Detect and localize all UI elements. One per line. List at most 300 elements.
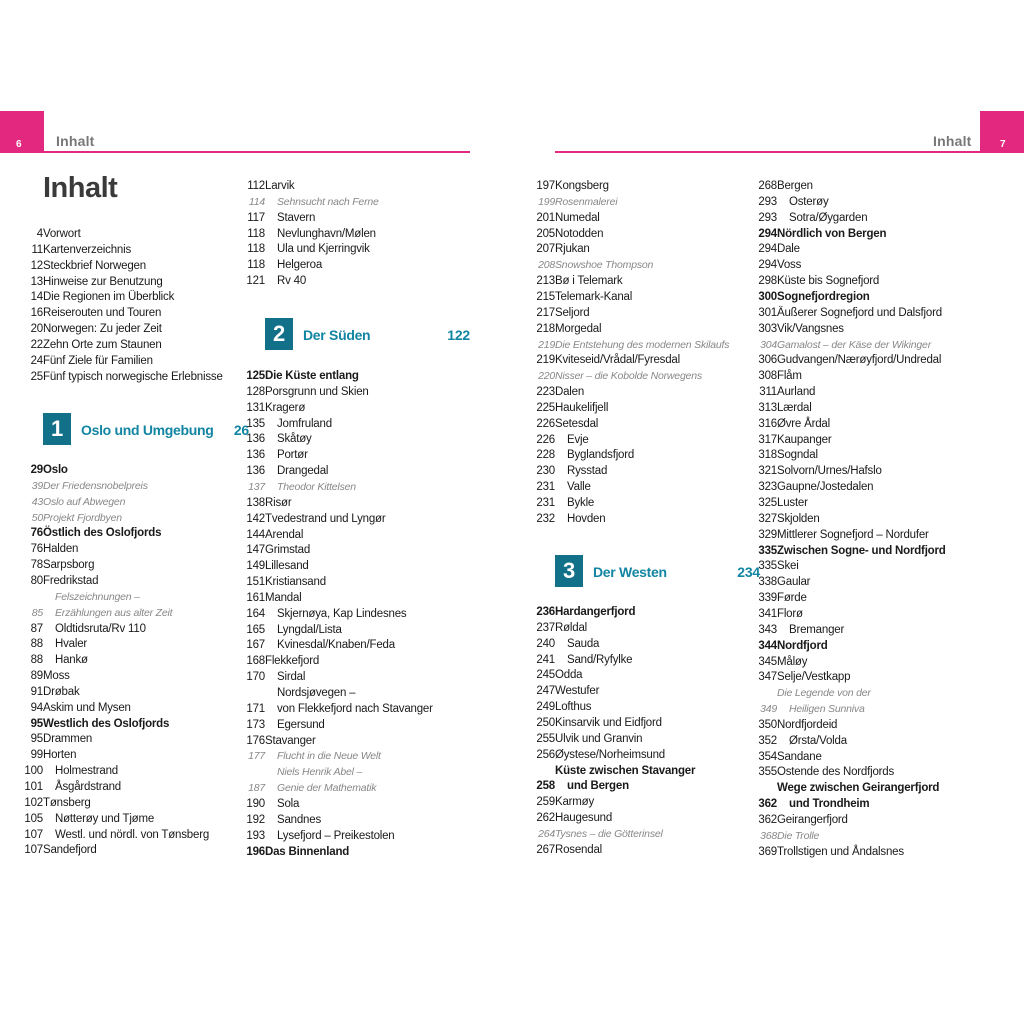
toc-entry-title: Røldal: [555, 621, 588, 634]
toc-entry-title: Oslo: [43, 464, 68, 476]
toc-entry-page: 338: [758, 576, 777, 589]
toc-entry-title: Sand/Ryfylke: [567, 653, 633, 666]
toc-entry-title: Karmøy: [555, 796, 595, 809]
toc-entry-page: 24: [30, 354, 43, 367]
toc-entry-page: 16: [30, 307, 43, 320]
toc-entry-title: Hvaler: [55, 638, 88, 651]
toc-entry-title: Rosenmalerei: [555, 195, 618, 208]
toc-entry-title: Küste zwischen Stavanger: [555, 764, 696, 777]
toc-entry-title: Egersund: [277, 718, 325, 731]
toc-entry-page: 138: [246, 496, 265, 509]
toc-entry-page: 259: [536, 796, 555, 809]
toc-entry-page: 88: [30, 654, 43, 667]
toc-entry-page: 107: [24, 828, 43, 841]
toc-entry-page: 223: [536, 386, 555, 399]
toc-entry-title: Sehnsucht nach Ferne: [277, 195, 379, 208]
toc-entry-page: 147: [246, 544, 265, 557]
toc-entry-title: Zehn Orte zum Staunen: [43, 338, 162, 351]
toc-entry-title: Steckbrief Norwegen: [43, 259, 146, 272]
chapter-page: 234: [737, 564, 760, 580]
toc-entry-page: 118: [247, 243, 265, 256]
toc-entry-page: 11: [31, 243, 43, 256]
toc-entry-title: Theodor Kittelsen: [277, 480, 356, 493]
toc-entry-title: Heiligen Sunniva: [789, 703, 865, 716]
toc-entry-title: Ulvik und Granvin: [555, 732, 643, 745]
toc-entry-title: Halden: [43, 543, 79, 556]
toc-entry-title: Åsgårdstrand: [55, 781, 121, 793]
toc-entry-title: Oldtidsruta/Rv 110: [55, 622, 146, 635]
toc-entry-title: Hovden: [567, 512, 606, 525]
toc-entry-page: 293: [758, 195, 777, 208]
toc-entry-page: 308: [758, 370, 777, 383]
toc-entry-page: 217: [536, 306, 555, 319]
toc-entry-page: 20: [30, 323, 43, 336]
toc-entry-page: 205: [536, 227, 555, 240]
toc-entry-page: 199: [538, 195, 555, 208]
toc-entry-title: und Trondheim: [789, 798, 870, 811]
toc-entry-title: Skjolden: [777, 512, 820, 525]
chapter-page: 26: [233, 422, 249, 438]
toc-entry-page: 128: [246, 385, 265, 398]
toc-entry-title: Hinweise zur Benutzung: [43, 275, 163, 288]
toc-entry-page: 369: [758, 845, 777, 858]
toc-entry-title: Jomfruland: [277, 417, 332, 430]
toc-entry-page: 112: [247, 180, 265, 192]
toc-entry-page: 294: [758, 227, 777, 240]
toc-entry-page: 118: [247, 259, 265, 272]
toc-entry-page: 43: [31, 495, 43, 508]
toc-entry-page: 262: [536, 812, 555, 825]
toc-entry-title: Valle: [567, 481, 591, 494]
toc-entry-page: 168: [246, 655, 265, 668]
toc-entry-page: 219: [538, 338, 555, 351]
toc-entry-page: 256: [536, 748, 555, 761]
toc-entry-title: Erzählungen aus alter Zeit: [55, 606, 173, 619]
toc-entry-title: Luster: [777, 497, 808, 509]
toc-entry-title: Sandefjord: [43, 844, 97, 857]
toc-entry-page: 95: [30, 717, 43, 730]
toc-entry-page: 349: [760, 703, 777, 716]
toc-entry-page: 267: [536, 843, 555, 856]
toc-entry-page: 323: [758, 481, 777, 494]
toc-entry-page: 268: [758, 180, 777, 192]
toc-entry-title: Rjukan: [555, 243, 590, 256]
toc-entry-page: 232: [536, 512, 555, 525]
toc-entry-title: Sirdal: [277, 671, 306, 684]
toc-entry-page: 14: [30, 291, 43, 304]
toc-entry-page: 76: [30, 527, 43, 540]
toc-entry-page: 301: [758, 306, 777, 319]
toc-entry-page: 306: [758, 354, 777, 367]
toc-entry-title: Nøtterøy und Tjøme: [55, 812, 155, 825]
toc-entry-page: 335: [758, 560, 777, 573]
left-header-title: Inhalt: [56, 133, 95, 149]
left-header-rule: [44, 151, 470, 153]
toc-entry-page: 196: [246, 845, 265, 858]
toc-entry-title: Geirangerfjord: [777, 814, 848, 826]
chapter-title: Der Süden: [303, 327, 371, 343]
toc-entry-title: Lyngdal/Lista: [277, 623, 342, 636]
toc-entry-title: Felszeichnungen –: [55, 590, 140, 603]
toc-entry-title: Kaupanger: [777, 433, 832, 446]
toc-entry-title: Øvre Årdal: [777, 417, 830, 430]
toc-entry-page: 230: [536, 465, 555, 478]
toc-entry-title: Voss: [777, 259, 802, 272]
toc-entry-title: Aurland: [777, 386, 816, 399]
toc-entry-page: 300: [758, 290, 777, 303]
toc-entry-page: 352: [758, 734, 777, 747]
toc-entry-page: 317: [758, 433, 777, 446]
toc-entry-page: 226: [536, 417, 555, 430]
toc-entry-page: 293: [758, 211, 777, 224]
toc-entry-title: Askim und Mysen: [43, 701, 131, 714]
toc-entry-title: Die Legende von der: [777, 687, 871, 700]
toc-entry-title: Tvedestrand und Lyngør: [265, 512, 386, 525]
toc-entry-page: 225: [536, 401, 555, 414]
toc-entry-page: 201: [536, 211, 555, 224]
toc-entry-title: Bykle: [567, 497, 595, 509]
toc-entry-page: 101: [24, 781, 43, 793]
toc-entry-title: Fünf typisch norwegische Erlebnisse: [43, 370, 223, 383]
toc-entry-page: 325: [758, 497, 777, 509]
toc-entry-title: Kragerø: [265, 401, 306, 414]
toc-entry-page: 131: [246, 401, 265, 414]
toc-entry-title: Gudvangen/Nærøyfjord/Undredal: [777, 354, 942, 367]
toc-entry-title: Ørsta/Volda: [789, 734, 847, 747]
toc-entry-page: 341: [758, 607, 777, 620]
toc-entry-page: 213: [536, 275, 555, 288]
toc-entry-title: Numedal: [555, 211, 600, 224]
toc-entry-page: 215: [536, 290, 555, 303]
toc-entry-page: 247: [536, 685, 555, 698]
toc-entry-page: 167: [246, 639, 265, 652]
chapter-heading[interactable]: [555, 555, 760, 587]
toc-entry-page: 321: [758, 465, 777, 478]
toc-entry-title: Telemark-Kanal: [555, 290, 633, 303]
toc-entry-title: Haugesund: [555, 812, 613, 825]
toc-entry-page: 294: [758, 259, 777, 272]
toc-entry-title: Das Binnenland: [265, 845, 350, 858]
toc-entry-page: 231: [536, 481, 555, 494]
toc-entry-page: 355: [758, 766, 777, 779]
toc-entry-title: Osterøy: [789, 195, 829, 208]
toc-entry-page: 339: [758, 592, 777, 605]
toc-entry-title: Sotra/Øygarden: [789, 211, 868, 224]
toc-entry-page: 249: [536, 701, 555, 714]
toc-entry-title: Larvik: [265, 180, 295, 192]
toc-entry-title: Haukelifjell: [555, 401, 609, 414]
toc-entry-page: 50: [31, 511, 43, 524]
toc-entry-page: 12: [30, 259, 43, 272]
toc-entry-page: 329: [758, 528, 777, 541]
toc-entry-page: 298: [758, 275, 777, 288]
toc-entry-page: 118: [247, 227, 265, 240]
toc-entry-title: Ostende des Nordfjords: [777, 766, 895, 779]
toc-entry-title: Trollstigen und Åndalsnes: [777, 845, 904, 858]
toc-entry-title: Odda: [555, 669, 583, 682]
toc-entry-title: Portør: [277, 449, 308, 462]
chapter-number: 1: [43, 413, 71, 445]
toc-entry-title: Øystese/Norheimsund: [555, 748, 665, 761]
toc-entry-page: 220: [538, 370, 555, 383]
toc-entry-title: Sola: [277, 797, 300, 810]
toc-entry-page: 173: [246, 718, 265, 731]
toc-entry-page: 241: [536, 653, 555, 666]
toc-entry-page: 136: [246, 465, 265, 478]
toc-entry-page: 327: [758, 512, 777, 525]
toc-entry-title: Dale: [777, 243, 800, 256]
toc-entry-title: Kristiansand: [265, 576, 326, 589]
toc-entry-title: Kongsberg: [555, 180, 609, 192]
toc-entry-page: 231: [536, 497, 555, 509]
toc-entry-page: 125: [246, 370, 265, 382]
toc-entry-title: Arendal: [265, 528, 304, 541]
toc-entry-title: Lillesand: [265, 560, 309, 573]
toc-entry-page: 335: [758, 544, 777, 557]
toc-entry-title: Fredrikstad: [43, 574, 99, 587]
toc-entry-title: Mittlerer Sognefjord – Nordufer: [777, 528, 929, 541]
toc-entry-page: 137: [248, 480, 265, 493]
toc-entry-title: Nordsjøvegen –: [277, 687, 356, 699]
right-page-number: 7: [1000, 139, 1006, 150]
toc-entry-title: Ula und Kjerringvik: [277, 243, 370, 256]
toc-entry-page: 142: [246, 512, 265, 525]
toc-entry-title: Gaupne/Jostedalen: [777, 481, 874, 494]
toc-entry-page: 25: [30, 370, 43, 383]
toc-entry-title: Norwegen: Zu jeder Zeit: [43, 323, 162, 336]
toc-entry-title: Sogndal: [777, 449, 818, 462]
toc-entry-page: 87: [30, 622, 43, 635]
toc-entry-page: 164: [246, 607, 265, 620]
chapter-heading[interactable]: [43, 413, 249, 445]
toc-entry-title: von Flekkefjord nach Stavanger: [277, 702, 433, 715]
toc-entry-title: Solvorn/Urnes/Hafslo: [777, 465, 882, 478]
toc-entry-title: Die Regionen im Überblick: [43, 291, 175, 304]
toc-entry-title: Flucht in die Neue Welt: [277, 750, 381, 763]
toc-entry-page: 161: [246, 591, 265, 604]
toc-entry-title: Wege zwischen Geirangerfjord: [777, 782, 940, 795]
toc-entry-page: 151: [246, 576, 265, 589]
toc-entry-page: 99: [30, 749, 43, 762]
toc-entry-page: 149: [246, 560, 265, 573]
toc-entry-page: 218: [536, 322, 555, 335]
toc-entry-title: Nordfjord: [777, 639, 828, 652]
toc-entry-page: 264: [538, 827, 555, 840]
toc-entry-page: 343: [758, 623, 777, 636]
toc-entry-title: Moss: [43, 670, 70, 683]
toc-entry-page: 80: [30, 574, 43, 587]
toc-entry-page: 170: [246, 671, 265, 684]
toc-entry-page: 76: [30, 543, 43, 556]
toc-entry-title: Kvinesdal/Knaben/Feda: [277, 639, 395, 652]
toc-entry-title: Seljord: [555, 306, 590, 319]
toc-entry-page: 78: [30, 559, 43, 572]
toc-entry-page: 89: [30, 670, 43, 683]
toc-entry-page: 88: [30, 638, 43, 651]
toc-entry-title: Küste bis Sognefjord: [777, 275, 880, 288]
toc-entry-title: Nevlunghavn/Mølen: [277, 227, 376, 240]
toc-entry-page: 100: [24, 765, 43, 778]
toc-entry-page: 245: [536, 669, 555, 682]
toc-entry-page: 350: [758, 718, 777, 731]
toc-entry-page: 345: [758, 655, 777, 668]
toc-entry-title: Die Trolle: [777, 829, 820, 842]
toc-entry-page: 362: [758, 814, 777, 826]
toc-entry-title: und Bergen: [567, 780, 629, 793]
toc-entry-title: Bergen: [777, 180, 813, 192]
toc-entry-title: Lofthus: [555, 701, 592, 714]
left-page-number-tab: [0, 111, 44, 153]
toc-entry-page: 237: [536, 621, 555, 634]
toc-entry-page: 165: [246, 623, 265, 636]
toc-entry-title: Westufer: [555, 685, 600, 698]
toc-entry-title: Nördlich von Bergen: [777, 227, 887, 240]
toc-entry-title: Stavern: [277, 211, 316, 224]
toc-entry-page: 121: [246, 275, 265, 288]
toc-entry-title: Gamalost – der Käse der Wikinger: [777, 338, 931, 351]
toc-entry-page: 258: [536, 780, 555, 793]
toc-entry-title: Der Friedensnobelpreis: [43, 479, 148, 492]
toc-entry-page: 114: [248, 195, 265, 208]
toc-entry-page: 368: [760, 829, 777, 842]
toc-entry-title: Oslo auf Abwegen: [43, 495, 126, 508]
toc-entry-title: Horten: [43, 749, 77, 762]
chapter-page: 122: [447, 327, 470, 343]
toc-entry-title: Bø i Telemark: [555, 275, 623, 288]
right-page-number-tab: [980, 111, 1024, 153]
page-title: Inhalt: [43, 172, 118, 204]
toc-entry-page: 192: [246, 813, 265, 826]
toc-entry-page: 135: [246, 417, 265, 430]
toc-entry-title: Holmestrand: [55, 765, 118, 778]
toc-entry-title: Rv 40: [277, 275, 307, 288]
toc-entry-page: 250: [536, 716, 555, 729]
toc-entry-title: Hardangerfjord: [555, 606, 636, 618]
toc-entry-page: 187: [248, 782, 265, 795]
toc-entry-title: Risør: [265, 496, 292, 509]
toc-entry-title: Fünf Ziele für Familien: [43, 354, 153, 367]
toc-entry-title: Setesdal: [555, 417, 599, 430]
toc-entry-title: Dalen: [555, 386, 585, 399]
toc-entry-title: Drøbak: [43, 685, 80, 698]
toc-entry-title: Mandal: [265, 591, 302, 604]
toc-entry-page: 39: [31, 479, 43, 492]
toc-entry-page: 176: [246, 734, 265, 747]
toc-entry-title: Notodden: [555, 227, 604, 240]
toc-entry-title: Florø: [777, 607, 803, 620]
toc-entry-title: Sauda: [567, 637, 600, 650]
toc-entry-title: Lysefjord – Preikestolen: [277, 829, 395, 842]
toc-entry-title: Stavanger: [265, 734, 316, 747]
toc-entry-page: 313: [758, 401, 777, 414]
toc-entry-page: 144: [246, 528, 265, 541]
left-page-number: 6: [16, 139, 22, 150]
toc-entry-title: Genie der Mathematik: [277, 782, 377, 795]
toc-entry-title: Kviteseid/Vrådal/Fyresdal: [555, 354, 680, 367]
toc-entry-page: 344: [758, 639, 777, 652]
toc-entry-title: Zwischen Sogne- und Nordfjord: [777, 544, 946, 557]
toc-entry-page: 236: [536, 606, 555, 618]
toc-entry-title: Bremanger: [789, 623, 845, 636]
toc-entry-title: Sognefjordregion: [777, 290, 870, 303]
toc-entry-title: Nordfjordeid: [777, 718, 838, 731]
toc-entry-page: 311: [759, 386, 777, 399]
toc-entry-title: Sandane: [777, 750, 822, 763]
toc-entry-page: 177: [248, 750, 265, 763]
toc-entry-title: Byglandsfjord: [567, 449, 635, 462]
toc-entry-title: Reiserouten und Touren: [43, 307, 162, 320]
toc-entry-page: 362: [758, 798, 777, 811]
toc-entry-page: 136: [246, 433, 265, 446]
toc-entry-page: 228: [536, 449, 555, 462]
toc-entry-page: 303: [758, 322, 777, 335]
toc-entry-title: Die Entstehung des modernen Skilaufs: [555, 338, 730, 351]
toc-entry-page: 316: [758, 417, 777, 430]
toc-entry-title: Westlich des Oslofjords: [43, 717, 170, 730]
toc-entry-title: Rysstad: [567, 465, 608, 478]
toc-entry-title: Nisser – die Kobolde Norwegens: [555, 370, 702, 383]
toc-entry-title: Selje/Vestkapp: [777, 671, 851, 684]
toc-entry-page: 4: [36, 228, 43, 240]
toc-entry-title: Kartenverzeichnis: [43, 243, 132, 256]
toc-entry-page: 105: [24, 812, 43, 825]
toc-entry-title: Flåm: [777, 370, 802, 383]
toc-entry-title: Førde: [777, 592, 807, 605]
toc-entry-title: Snowshoe Thompson: [555, 259, 654, 272]
chapter-number: 3: [555, 555, 583, 587]
toc-entry-title: Måløy: [777, 655, 808, 668]
toc-entry-title: Flekkefjord: [265, 655, 320, 668]
toc-entry-page: 226: [536, 433, 555, 446]
toc-entry-page: 94: [30, 701, 43, 714]
toc-entry-page: 294: [758, 243, 777, 256]
toc-entry-title: Porsgrunn und Skien: [265, 385, 369, 398]
toc-entry-page: 193: [246, 829, 265, 842]
toc-entry-page: 85: [31, 606, 43, 619]
toc-entry-title: Projekt Fjordbyen: [43, 511, 122, 524]
toc-entry-title: Niels Henrik Abel –: [277, 766, 363, 779]
toc-entry-title: Tysnes – die Götterinsel: [555, 827, 663, 840]
right-header-rule: [555, 151, 980, 153]
toc-entry-title: Drammen: [43, 733, 93, 746]
toc-entry-title: Lærdal: [777, 401, 812, 414]
toc-entry-page: 95: [30, 733, 43, 746]
toc-entry-page: 136: [246, 449, 265, 462]
toc-entry-title: Grimstad: [265, 544, 311, 557]
toc-entry-title: Hankø: [55, 654, 88, 667]
toc-entry-title: Westl. und nördl. von Tønsberg: [55, 828, 210, 841]
toc-entry-title: Östlich des Oslofjords: [43, 527, 162, 540]
toc-entry-page: 207: [536, 243, 555, 256]
toc-entry-title: Tønsberg: [43, 796, 91, 809]
toc-entry-title: Die Küste entlang: [265, 370, 359, 382]
chapter-number: 2: [265, 318, 293, 350]
toc-entry-page: 197: [536, 180, 555, 192]
toc-entry-page: 13: [30, 275, 43, 288]
toc-entry-title: Skåtøy: [277, 433, 312, 446]
toc-entry-page: 29: [30, 464, 43, 476]
toc-entry-title: Vorwort: [43, 228, 81, 240]
toc-entry-title: Kinsarvik und Eidfjord: [555, 716, 662, 729]
toc-entry-page: 107: [24, 844, 43, 857]
right-header-title: Inhalt: [933, 133, 972, 149]
toc-entry-page: 22: [30, 338, 43, 351]
toc-entry-page: 208: [538, 259, 555, 272]
toc-entry-title: Evje: [567, 433, 589, 446]
toc-entry-title: Skei: [777, 560, 799, 573]
toc-entry-page: 102: [24, 796, 43, 809]
chapter-heading[interactable]: [265, 318, 470, 350]
